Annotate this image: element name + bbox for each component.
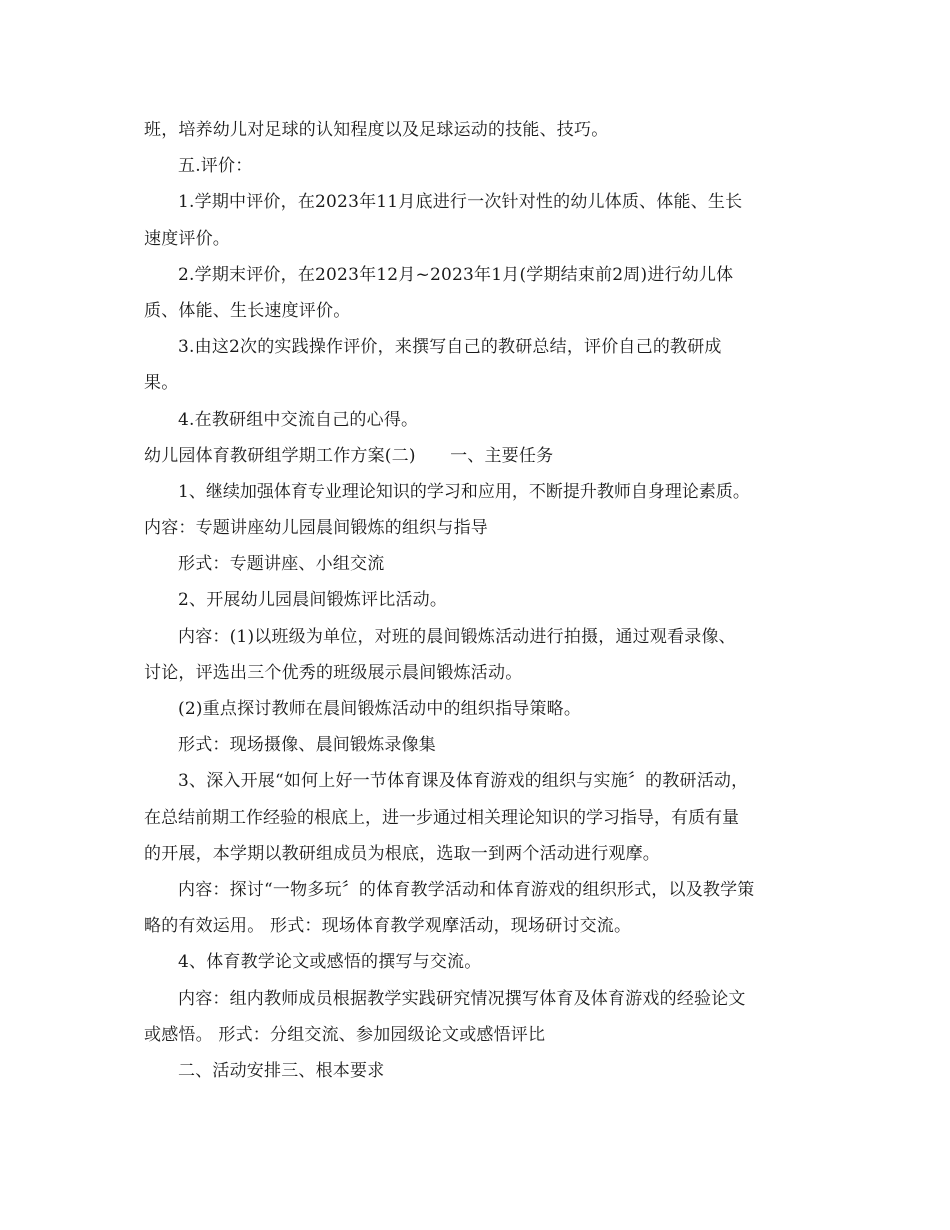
text-line: 内容：(1)以班级为单位，对班的晨间锻炼活动进行拍摄，通过观看录像、	[178, 626, 736, 647]
text-line: 4、体育教学论文或感悟的撰写与交流。	[178, 952, 482, 973]
text-line: 1、继续加强体育专业理论知识的学习和应用，不断提升教师自身理论素质。	[178, 481, 750, 502]
text-line: (2)重点探讨教师在晨间锻炼活动中的组织指导策略。	[178, 699, 582, 719]
text-line: 的开展，本学期以教研组成员为根底，选取一到两个活动进行观摩。	[144, 843, 660, 864]
text-line: 在总结前期工作经验的根底上，进一步通过相关理论知识的学习指导，有质有量	[144, 807, 739, 828]
text-line: 略的有效运用。 形式：现场体育教学观摩活动，现场研讨交流。	[144, 916, 632, 937]
text-line: 3、深入开展“如何上好一节体育课及体育游戏的组织与实施〞的教研活动，	[178, 771, 749, 792]
text-line: 讨论，评选出三个优秀的班级展示晨间锻炼活动。	[144, 662, 523, 683]
document-title: 幼儿园体育教研组学期工作方案(二) 一、主要任务	[144, 445, 554, 466]
text-line: 形式：现场摄像、晨间锻炼录像集	[178, 735, 436, 756]
text-line: 4.在教研组中交流自己的心得。	[178, 409, 419, 430]
text-line: 2.学期末评价，在2023年12月~2023年1月(学期结束前2周)进行幼儿体	[178, 264, 734, 285]
section-heading: 五.评价：	[178, 156, 253, 177]
text-line: 二、活动安排三、根本要求	[178, 1060, 385, 1081]
document-body	[144, 112, 814, 1089]
text-line: 内容：组内教师成员根据教学实践研究情况撰写体育及体育游戏的经验论文	[178, 988, 746, 1009]
text-line: 2、开展幼儿园晨间锻炼评比活动。	[178, 590, 448, 611]
text-line: 1.学期中评价，在2023年11月底进行一次针对性的幼儿体质、体能、生长	[178, 192, 743, 213]
text-line: 质、体能、生长速度评价。	[144, 300, 351, 321]
text-line: 速度评价。	[144, 228, 230, 249]
text-line: 内容：探讨“一物多玩〞的体育教学活动和体育游戏的组织形式，以及教学策	[178, 879, 755, 900]
text-line: 3.由这2次的实践操作评价，来撰写自己的教研总结，评价自己的教研成	[178, 337, 722, 358]
text-line: 形式：专题讲座、小组交流	[178, 554, 385, 575]
text-line: 果。	[144, 373, 179, 394]
text-line: 或感悟。 形式：分组交流、参加园级论文或感悟评比	[144, 1024, 546, 1045]
text-line: 班，培养幼儿对足球的认知程度以及足球运动的技能、技巧。	[144, 120, 609, 140]
text-line: 内容：专题讲座幼儿园晨间锻炼的组织与指导	[144, 518, 488, 539]
